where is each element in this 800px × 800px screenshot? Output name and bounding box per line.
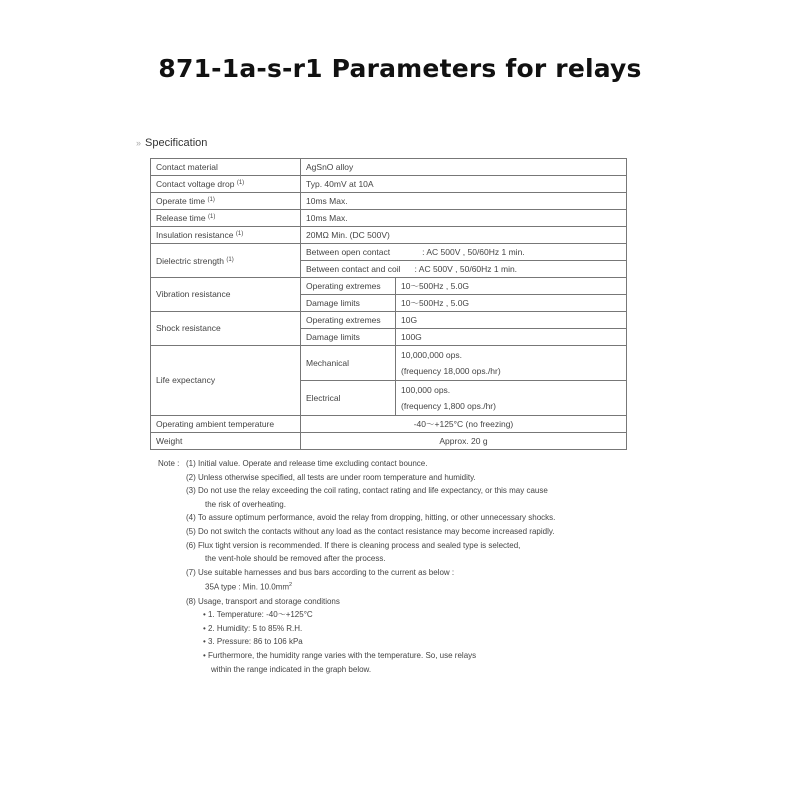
spec-label: Life expectancy	[151, 346, 301, 416]
spec-value: 20MΩ Min. (DC 500V)	[301, 227, 627, 244]
note-text: 35A type : Min. 10.0mm	[205, 583, 290, 592]
spec-label-cell	[151, 193, 301, 210]
table-row	[151, 312, 627, 329]
note-item: (3) Do not use the relay exceeding the coil rating, contact rating and life expectancy, or this may cause	[186, 486, 548, 496]
footnote-ref: (1)	[207, 214, 216, 220]
spec-value: Typ. 40mV at 10A	[301, 176, 627, 193]
spec-label: Release time	[156, 213, 206, 223]
table-row	[151, 159, 627, 176]
spec-value: 10ms Max.	[301, 210, 627, 227]
footnote-ref: (1)	[235, 231, 244, 237]
spec-condition: Electrical	[301, 381, 396, 416]
spec-value-detail: (frequency 18,000 ops./hr)	[401, 365, 501, 376]
spec-value: 10G	[396, 312, 627, 329]
spec-value: 100,000 ops.	[401, 384, 451, 395]
spec-value: : AC 500V , 50/60Hz 1 min.	[414, 263, 518, 274]
spec-value: AgSnO alloy	[301, 159, 627, 176]
spec-label: Vibration resistance	[151, 278, 301, 312]
note-lead: Note :	[158, 459, 180, 468]
spec-condition: Between open contact	[306, 246, 391, 257]
bullet-continuation: within the range indicated in the graph below.	[211, 664, 372, 674]
spec-condition: Damage limits	[301, 329, 396, 346]
spec-value: 100G	[396, 329, 627, 346]
spec-value-cell	[396, 381, 627, 416]
bullet-item: • 2. Humidity: 5 to 85% R.H.	[203, 623, 303, 633]
page-title: 871-1a-s-r1 Parameters for relays	[158, 54, 642, 83]
footnote-ref: (1)	[207, 197, 215, 203]
note-continuation: the vent-hole should be removed after the process.	[205, 554, 386, 564]
bullet-item: • 1. Temperature: -40～+125°C	[203, 610, 313, 620]
spec-value-cell	[396, 346, 627, 381]
spec-subrow	[301, 244, 627, 261]
note-continuation	[158, 579, 628, 594]
spec-label-cell	[151, 176, 301, 193]
spec-label-cell	[151, 244, 301, 278]
spec-label: Weight	[151, 433, 301, 450]
spec-condition: Mechanical	[301, 346, 396, 381]
note-item: (6) Flux tight version is recommended. If there is cleaning process and sealed type is selected,	[186, 540, 521, 550]
table-row	[151, 244, 627, 261]
spec-condition: Damage limits	[301, 295, 396, 312]
spec-condition: Operating extremes	[301, 312, 396, 329]
spec-value-detail: (frequency 1,800 ops./hr)	[401, 400, 496, 411]
table-row	[151, 278, 627, 295]
table-row	[151, 227, 627, 244]
notes	[158, 457, 628, 676]
bullet-item: • 3. Pressure: 86 to 106 kPa	[203, 637, 303, 647]
note-item: (8) Usage, transport and storage conditions	[186, 596, 340, 606]
note-item: (4) To assure optimum performance, avoid the relay from dropping, hitting, or other unnecessary shocks.	[186, 513, 556, 523]
spec-label: Insulation resistance	[156, 230, 234, 240]
section-heading	[136, 137, 207, 149]
chevron-right-icon: »	[136, 138, 141, 148]
spec-subrow	[301, 261, 627, 278]
table-row	[151, 416, 627, 433]
spec-value: -40～+125°C (no freezing)	[301, 416, 627, 433]
table-row	[151, 433, 627, 450]
table-row	[151, 346, 627, 381]
note-continuation: the risk of overheating.	[205, 499, 286, 509]
spec-condition: Between contact and coil	[306, 263, 401, 274]
note-text: (1) Initial value. Operate and release time excluding contact bounce.	[186, 459, 428, 468]
spec-value: 10～500Hz , 5.0G	[396, 278, 627, 295]
spec-label: Dielectric strength	[156, 255, 225, 266]
bullet-item: • Furthermore, the humidity range varies with the temperature. So, use relays	[203, 650, 477, 660]
spec-label: Operating ambient temperature	[151, 416, 301, 433]
spec-label: Shock resistance	[151, 312, 301, 346]
footnote-ref: (1)	[226, 256, 234, 263]
spec-value: 10～500Hz , 5.0G	[396, 295, 627, 312]
spec-value: : AC 500V , 50/60Hz 1 min.	[422, 246, 525, 257]
spec-label-cell	[151, 210, 301, 227]
footnote-ref: (1)	[236, 180, 245, 186]
superscript: 2	[289, 582, 293, 589]
spec-label: Contact voltage drop	[156, 179, 235, 189]
spec-condition: Operating extremes	[301, 278, 396, 295]
spec-value: Approx. 20 g	[301, 433, 627, 450]
table-row	[151, 210, 627, 227]
spec-value: 10ms Max.	[301, 193, 627, 210]
section-heading-text: Specification	[145, 137, 208, 149]
spec-label: Operate time	[156, 196, 206, 206]
spec-label: Contact material	[151, 159, 301, 176]
table-row	[151, 193, 627, 210]
note-item: (7) Use suitable harnesses and bus bars according to the current as below :	[186, 567, 455, 577]
table-row	[151, 176, 627, 193]
note-item: (5) Do not switch the contacts without any load as the contact resistance may become increased rapidly.	[186, 526, 555, 536]
note-item	[158, 457, 628, 471]
note-item: (2) Unless otherwise specified, all tests are under room temperature and humidity.	[186, 472, 476, 482]
spec-label-cell	[151, 227, 301, 244]
specification-table	[150, 158, 627, 450]
spec-value: 10,000,000 ops.	[401, 349, 462, 360]
